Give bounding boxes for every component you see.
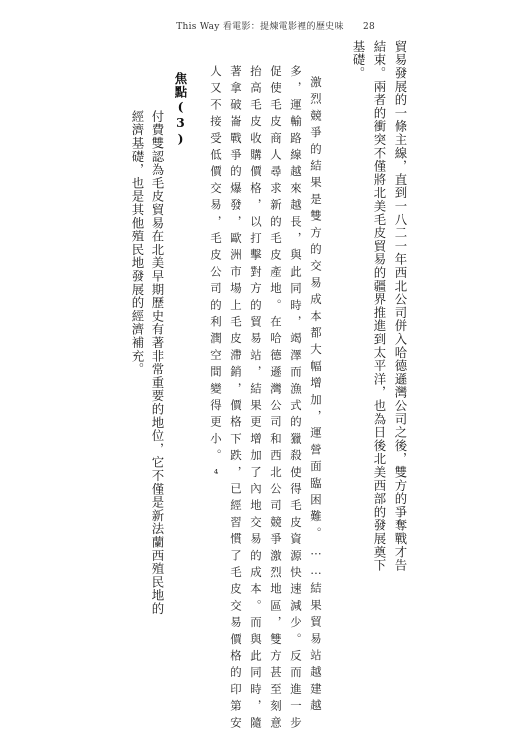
- focus-heading: 焦點(3): [173, 72, 188, 147]
- focus-text-column: 付費雙認為毛皮貿易在北美早期歷史有著非常重要的地位，它不僅是新法蘭西殖民地的: [150, 110, 165, 616]
- quote-column: 激烈競爭的結果是雙方的交易成本都大幅增加，運營面臨困難。……結果貿易站越建越: [309, 76, 323, 716]
- quote-column: 人又不接受低價交易，毛皮公司的利潤空間變得更小。⁴: [209, 65, 223, 486]
- quote-column: 促使毛皮商人尋求新的毛皮產地。在哈德遜灣公司和西北公司競爭激烈地區，雙方甚至刻意: [269, 65, 283, 733]
- focus-text-column: 經濟基礎，也是其他殖民地發展的經濟補充。: [130, 110, 145, 376]
- quote-column: 多，運輸路線越來越長，與此同時，竭澤而漁式的獵殺使得毛皮資源快速減少。反而進一步: [289, 65, 303, 733]
- main-text-column: 結束。兩者的衝突不僅將北美毛皮貿易的疆界推進到太平洋，也為日後北美西部的發展奠下: [372, 40, 387, 572]
- quote-column: 抬高毛皮收購價格，以打擊對方的貿易站，結果更增加了內地交易的成本。而與此同時，隨: [249, 65, 263, 733]
- book-title: This Way 看電影：提煉電影裡的歷史味: [176, 22, 344, 32]
- running-header: [176, 19, 375, 32]
- main-text-column: 貿易發展的一條主線，直到一八二一年西北公司併入哈德遜灣公司之後，雙方的爭奪戰才告: [393, 40, 408, 572]
- page-number: 28: [362, 22, 375, 32]
- main-text-column: 基礎。: [351, 40, 366, 80]
- quote-column: 著拿破崙戰爭的爆發，歐洲市場上毛皮滯銷，價格下跌，已經習慣了毛皮交易價格的印第安: [229, 65, 243, 733]
